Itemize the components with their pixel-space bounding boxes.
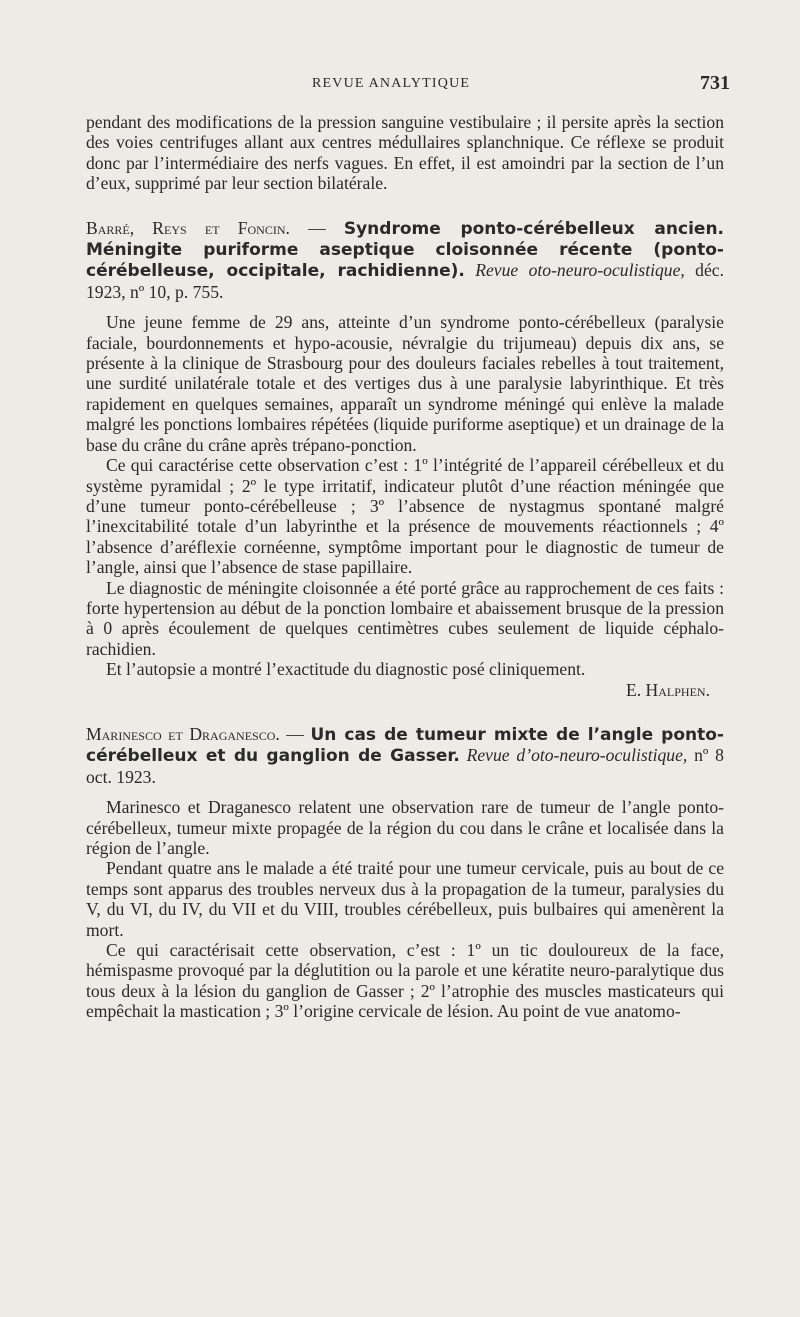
spacer [86, 787, 724, 797]
article-2-journal: Revue d’oto-neuro-oculistique, [466, 745, 688, 766]
intro-paragraph: pendant des modifications de la pression sanguine vestibulaire ; il persite après la section des voies centrifuges allant aux centres médullaires splanchnique. Ce réflexe se produit donc par l’intermédiaire des nerfs vagues. En effet, il est amoindri par la section de l’un d’eux, supprimé par leur section bilatérale. [86, 112, 724, 194]
article-2 [86, 724, 724, 1022]
spacer [86, 700, 724, 724]
article-2-paragraph: Pendant quatre ans le malade a été traité pour une tumeur cervicale, puis au bout de ce temps sont apparus des troubles nerveux dus à la propagation de la tumeur, paralysies du V, du VI, du IV, du VII et du VIII, troubles cérébelleux, puis bulbaires qui amenèrent la mort. [86, 858, 724, 940]
article-2-paragraph: Ce qui caractérisait cette observation, c’est : 1º un tic douloureux de la face, hémispasme provoqué par la déglutition ou la parole et une kératite neuro-paralytique dus tous deux à la lésion du ganglion de Gasser ; 2º l’atrophie des muscles masticateurs qui empêchait la mastication ; 3º l’origine cervicale de lésion. Au point de vue anatomo- [86, 940, 724, 1022]
page-number: 731 [700, 72, 730, 94]
article-1-paragraph: Le diagnostic de méningite cloisonnée a été porté grâce au rapprochement de ces faits : forte hypertension au début de la ponction lombaire et abaissement brusque de la pression à 0 après écoulement de quelques centimètres cubes seulement de liquide céphalo-rachidien. [86, 577, 724, 659]
article-1-paragraph: Et l’autopsie a montré l’exactitude du diagnostic posé cliniquement. [106, 659, 586, 680]
article-2-title: Un cas de tumeur mixte de l’angle ponto-cérébelleux et du ganglion de Gasser. [86, 724, 724, 767]
spacer [86, 302, 724, 312]
article-2-heading [86, 724, 724, 787]
article-1-signature: E. Halphen. [626, 679, 710, 700]
article-2-authors: Marinesco et Draganesco. — [86, 723, 304, 744]
page-content [86, 112, 724, 1022]
article-1 [86, 218, 724, 700]
page-header [0, 74, 800, 98]
running-title: REVUE ANALYTIQUE [312, 76, 471, 91]
article-1-title: Syndrome ponto-cérébelleux ancien. Méningite puriforme aseptique cloisonnée récente (ponto-cérébelleuse, occipitale, rachidienne). [86, 218, 725, 282]
article-1-authors: Barré, Reys et Foncin. — [86, 217, 326, 238]
article-2-citation: nº 8 oct. 1923. [86, 745, 724, 787]
spacer [86, 194, 724, 218]
article-1-paragraph: Une jeune femme de 29 ans, atteinte d’un syndrome ponto-cérébelleux (paralysie faciale, bourdonnements et hypo-acousie, névralgie du trijumeau) depuis dix ans, se présente à la clinique de Strasbourg pour des douleurs faciales rebelles à tout traitement, une surdité unilatérale totale et des vertiges dus à une paralysie labyrinthique. Et très rapidement en quelques semaines, apparaît un syndrome méningé qui enlève la malade malgré les ponctions lombaires répétées (liquide puriforme aseptique) et un drainage de la base du crâne du crâne après trépano-ponction. [86, 312, 724, 455]
article-1-paragraph: Ce qui caractérise cette observation c’est : 1º l’intégrité de l’appareil cérébelleux et du système pyramidal ; 2º le type irritatif, indicateur plutôt d’une réaction méningée que d’une tumeur ponto-cérébelleuse ; 3º l’absence de nystagmus spontané malgré l’inexcitabilité totale d’un labyrinthe et la présence de mouvements réactionnels ; 4º l’absence d’aréflexie cornéenne, symptôme important pour le diagnostic de tumeur de l’angle, ainsi que l’absence de stase papillaire. [86, 455, 724, 578]
article-1-heading [86, 218, 724, 303]
article-1-journal: Revue oto-neuro-oculistique, [475, 260, 685, 281]
article-1-citation: déc. 1923, nº 10, p. 755. [86, 260, 724, 302]
article-2-paragraph: Marinesco et Draganesco relatent une observation rare de tumeur de l’angle ponto-cérébelleux, tumeur mixte propagée de la région du cou dans le crâne et localisée dans la région de l’angle. [86, 797, 724, 858]
